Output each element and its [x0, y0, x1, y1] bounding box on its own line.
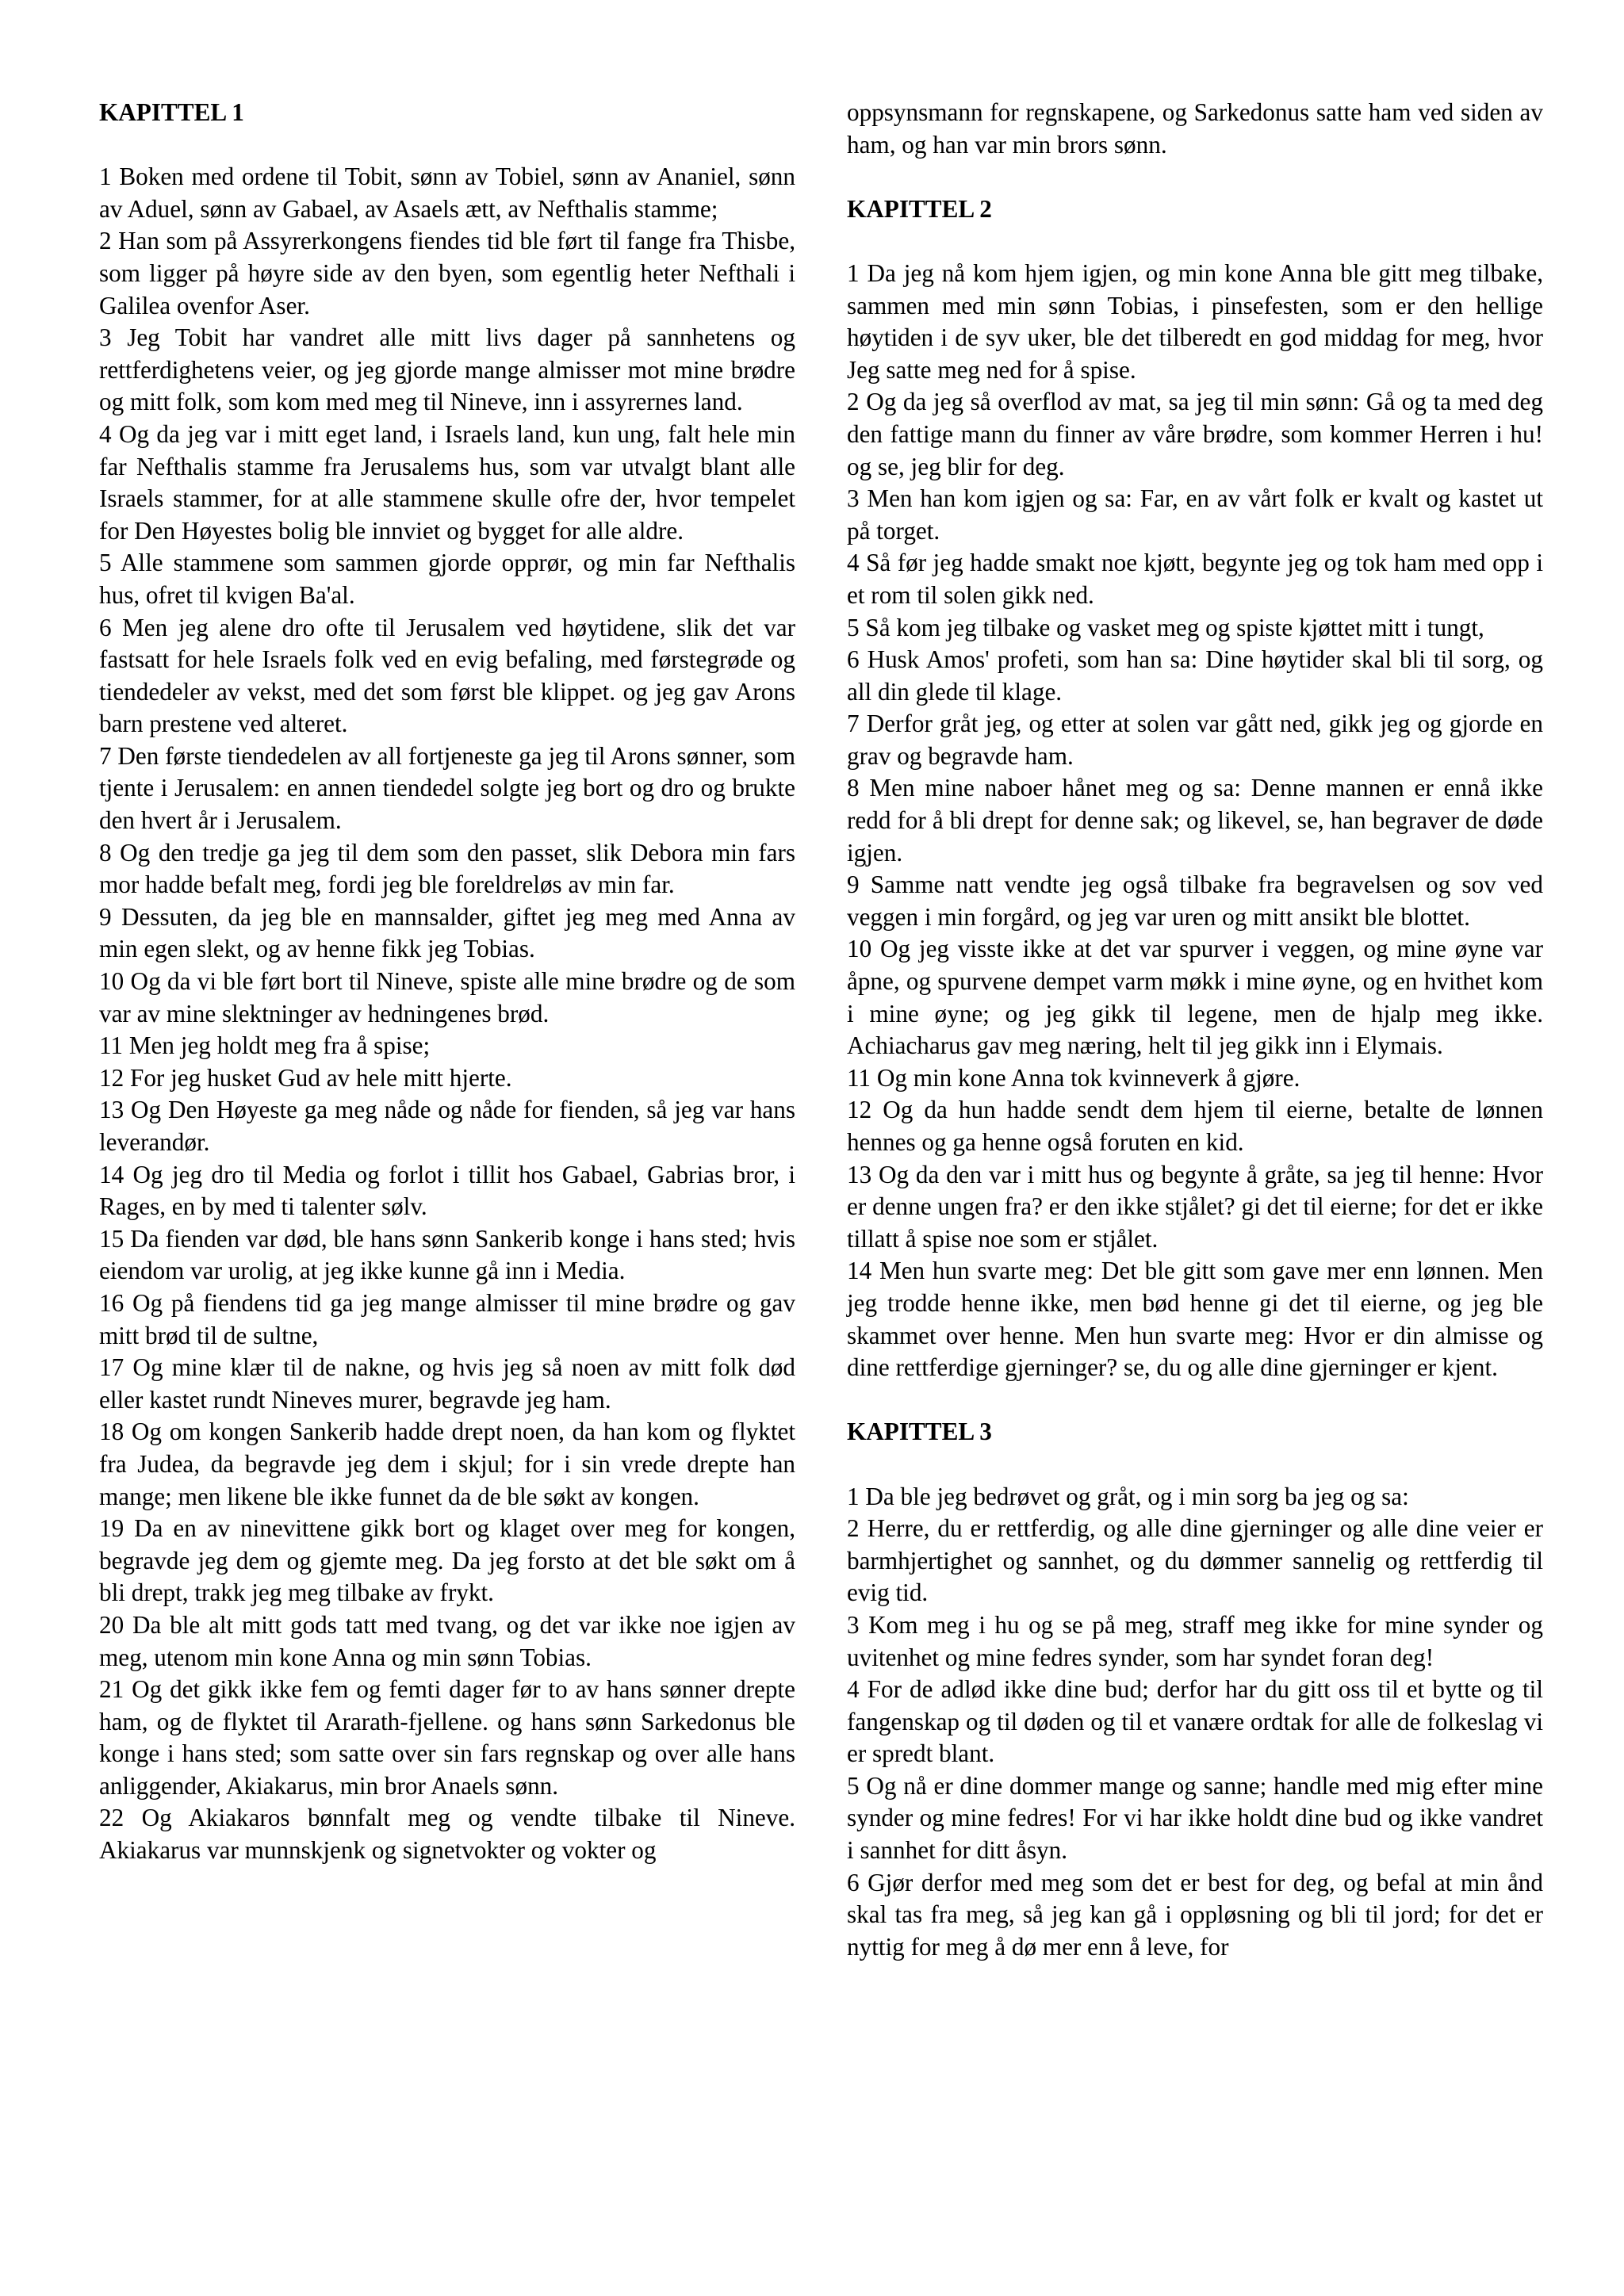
right-column — [847, 97, 1543, 1963]
verse-paragraph: 18 Og om kongen Sankerib hadde drept noen, da han kom og flyktet fra Judea, da begravde jeg dem i skjul; for i sin vrede drepte han mange; men likene ble ikke funnet da de ble søkt av kongen. — [99, 1418, 795, 1510]
verse-paragraph: 10 Og jeg visste ikke at det var spurver i veggen, og mine øyne var åpne, og spurvene dempet varm møkk i mine øyne, og en hvithet kom i mine øyne; og jeg gikk til legene, men de hjalp meg ikke. Achiacharus gav meg næring, helt til jeg gikk inn i Elymais. — [847, 935, 1543, 1060]
verse-paragraph: 8 Og den tredje ga jeg til dem som den passet, slik Debora min fars mor hadde befalt meg, fordi jeg ble foreldreløs av min far. — [99, 838, 795, 899]
verse-paragraph: 4 Og da jeg var i mitt eget land, i Israels land, kun ung, falt hele min far Nefthalis stamme fra Jerusalems hus, som var utvalgt blant alle Israels stammer, for at alle stammene skulle ofre der, hvor tempelet for Den Høyestes bolig ble innviet og bygget for alle aldre. — [99, 419, 795, 545]
verse-paragraph: 7 Den første tiendedelen av all fortjeneste ga jeg til Arons sønner, som tjente i Jerusalem: en annen tiendedel solgte jeg bort og dro og brukte den hvert år i Jerusalem. — [99, 741, 795, 835]
spacer — [99, 129, 795, 162]
verse-paragraph: 3 Jeg Tobit har vandret alle mitt livs dager på sannhetens og rettferdighetens veier, og jeg gjorde mange almisser mot mine brødre og mitt folk, som kom med meg til Nineve, inn i assyrernes land. — [99, 323, 795, 416]
verse-paragraph: 4 Så før jeg hadde smakt noe kjøtt, begynte jeg og tok ham med opp i et rom til solen gikk ned. — [847, 549, 1543, 609]
verse-paragraph: 6 Men jeg alene dro ofte til Jerusalem ved høytidene, slik det var fastsatt for hele Israels folk ved en evig befaling, med førstegrøde og tiendedeler av vekst, med det som først ble klippet. og jeg gav Arons barn prestene ved alteret. — [99, 613, 795, 738]
verse-paragraph: 6 Gjør derfor med meg som det er best for deg, og befal at min ånd skal tas fra meg, så jeg kan gå i oppløsning og bli til jord; for det er nyttig for meg å dø mer enn å leve, for — [847, 1868, 1543, 1961]
verse-paragraph: 13 Og Den Høyeste ga meg nåde og nåde for fienden, så jeg var hans leverandør. — [99, 1096, 795, 1156]
verse-paragraph: 14 Og jeg dro til Media og forlot i tillit hos Gabael, Gabrias bror, i Rages, en by med ti talenter sølv. — [99, 1160, 795, 1221]
spacer — [847, 1384, 1543, 1417]
left-column — [99, 97, 795, 1867]
verse-paragraph: 11 Men jeg holdt meg fra å spise; — [99, 1031, 431, 1060]
verse-paragraph: 1 Da jeg nå kom hjem igjen, og min kone Anna ble gitt meg tilbake, sammen med min sønn Tobias, i pinsefesten, som er den hellige høytiden i de syv uker, ble det tilberedt en god middag for meg, hvor Jeg satte meg ned for å spise. — [847, 258, 1543, 384]
verse-paragraph: 7 Derfor gråt jeg, og etter at solen var gått ned, gikk jeg og gjorde en grav og begravde ham. — [847, 710, 1543, 770]
verse-paragraph: 14 Men hun svarte meg: Det ble gitt som gave mer enn lønnen. Men jeg trodde henne ikke, men bød henne gi det til eierne, og jeg ble skammet over henne. Men hun svarte meg: Hvor er din almisse og dine rettferdige gjerninger? se, du og alle dine gjerninger er kjent. — [847, 1257, 1543, 1382]
verse-paragraph: 9 Dessuten, da jeg ble en mannsalder, giftet jeg meg med Anna av min egen slekt, og av henne fikk jeg Tobias. — [99, 902, 795, 963]
verse-paragraph: 5 Alle stammene som sammen gjorde opprør, og min far Nefthalis hus, ofret til kvigen Ba'al. — [99, 549, 795, 609]
verse-paragraph: 19 Da en av ninevittene gikk bort og klaget over meg for kongen, begravde jeg dem og gjemte meg. Da jeg forsto at det ble søkt om å bli drept, trakk jeg meg tilbake av frykt. — [99, 1514, 795, 1607]
verse-paragraph: 22 Og Akiakaros bønnfalt meg og vendte tilbake til Nineve. Akiakarus var munnskjenk og signetvokter og vokter og — [99, 1804, 795, 1865]
verse-paragraph: 13 Og da den var i mitt hus og begynte å gråte, sa jeg til henne: Hvor er denne ungen fra? er den ikke stjålet? gi det til eierne; for det er ikke tillatt å spise noe som er stjålet. — [847, 1160, 1543, 1253]
spacer — [847, 225, 1543, 258]
verse-paragraph: oppsynsmann for regnskapene, og Sarkedonus satte ham ved siden av ham, og han var min brors sønn. — [847, 98, 1543, 159]
verse-paragraph: 11 Og min kone Anna tok kvinneverk å gjøre. — [847, 1063, 1300, 1092]
verse-paragraph: 21 Og det gikk ikke fem og femti dager før to av hans sønner drepte ham, og de flyktet til Ararath-fjellene. og hans sønn Sarkedonus ble konge i hans sted; som satte over sin fars regnskap og over alle hans anliggender, Akiakarus, min bror Anaels sønn. — [99, 1675, 795, 1800]
verse-paragraph: 20 Da ble alt mitt gods tatt med tvang, og det var ikke noe igjen av meg, utenom min kone Anna og min sønn Tobias. — [99, 1610, 795, 1671]
verse-paragraph: 15 Da fienden var død, ble hans sønn Sankerib konge i hans sted; hvis eiendom var urolig, at jeg ikke kunne gå inn i Media. — [99, 1224, 795, 1285]
verse-paragraph: 17 Og mine klær til de nakne, og hvis jeg så noen av mitt folk død eller kastet rundt Nineves murer, begravde jeg ham. — [99, 1353, 795, 1414]
chapter-heading: KAPITTEL 3 — [847, 1418, 992, 1446]
verse-paragraph: 5 Og nå er dine dommer mange og sanne; handle med mig efter mine synder og mine fedres! For vi har ikke holdt dine bud og ikke vandret i sannhet for ditt åsyn. — [847, 1771, 1543, 1865]
verse-paragraph: 5 Så kom jeg tilbake og vasket meg og spiste kjøttet mitt i tungt, — [847, 613, 1484, 641]
verse-paragraph: 1 Boken med ordene til Tobit, sønn av Tobiel, sønn av Ananiel, sønn av Aduel, sønn av Gabael, av Asaels ætt, av Nefthalis stamme; — [99, 163, 795, 223]
verse-paragraph: 2 Og da jeg så overflod av mat, sa jeg til min sønn: Gå og ta med deg den fattige mann du finner av våre brødre, som kommer Herren i hu! og se, jeg blir for deg. — [847, 388, 1543, 480]
verse-paragraph: 2 Han som på Assyrerkongens fiendes tid ble ført til fange fra Thisbe, som ligger på høyre side av den byen, som egentlig heter Nefthali i Galilea ovenfor Aser. — [99, 227, 795, 320]
verse-paragraph: 3 Kom meg i hu og se på meg, straff meg ikke for mine synder og uvitenhet og mine fedres synder, som har syndet foran deg! — [847, 1610, 1543, 1671]
chapter-heading: KAPITTEL 2 — [847, 194, 992, 223]
verse-paragraph: 6 Husk Amos' profeti, som han sa: Dine høytider skal bli til sorg, og all din glede til klage. — [847, 645, 1543, 706]
verse-paragraph: 4 For de adlød ikke dine bud; derfor har du gitt oss til et bytte og til fangenskap og til døden og til et vanære ordtak for alle de folkeslag vi er spredt blant. — [847, 1675, 1543, 1768]
verse-paragraph: 9 Samme natt vendte jeg også tilbake fra begravelsen og sov ved veggen i min forgård, og jeg var uren og mitt ansikt ble blottet. — [847, 871, 1543, 931]
verse-paragraph: 12 For jeg husket Gud av hele mitt hjerte. — [99, 1063, 512, 1092]
verse-paragraph: 10 Og da vi ble ført bort til Nineve, spiste alle mine brødre og de som var av mine slektninger av hedningenes brød. — [99, 967, 795, 1027]
verse-paragraph: 8 Men mine naboer hånet meg og sa: Denne mannen er ennå ikke redd for å bli drept for denne sak; og likevel, se, han begraver de døde igjen. — [847, 774, 1543, 867]
spacer — [847, 161, 1543, 193]
verse-paragraph: 16 Og på fiendens tid ga jeg mange almisser til mine brødre og gav mitt brød til de sultne, — [99, 1288, 795, 1349]
spacer — [847, 1448, 1543, 1481]
verse-paragraph: 2 Herre, du er rettferdig, og alle dine gjerninger og alle dine veier er barmhjertighet og sannhet, og du dømmer sannelig og rettferdig til evig tid. — [847, 1514, 1543, 1607]
verse-paragraph: 12 Og da hun hadde sendt dem hjem til eierne, betalte de lønnen hennes og ga henne også foruten en kid. — [847, 1096, 1543, 1156]
verse-paragraph: 3 Men han kom igjen og sa: Far, en av vårt folk er kvalt og kastet ut på torget. — [847, 484, 1543, 545]
chapter-heading: KAPITTEL 1 — [99, 98, 244, 126]
verse-paragraph: 1 Da ble jeg bedrøvet og gråt, og i min sorg ba jeg og sa: — [847, 1482, 1409, 1510]
